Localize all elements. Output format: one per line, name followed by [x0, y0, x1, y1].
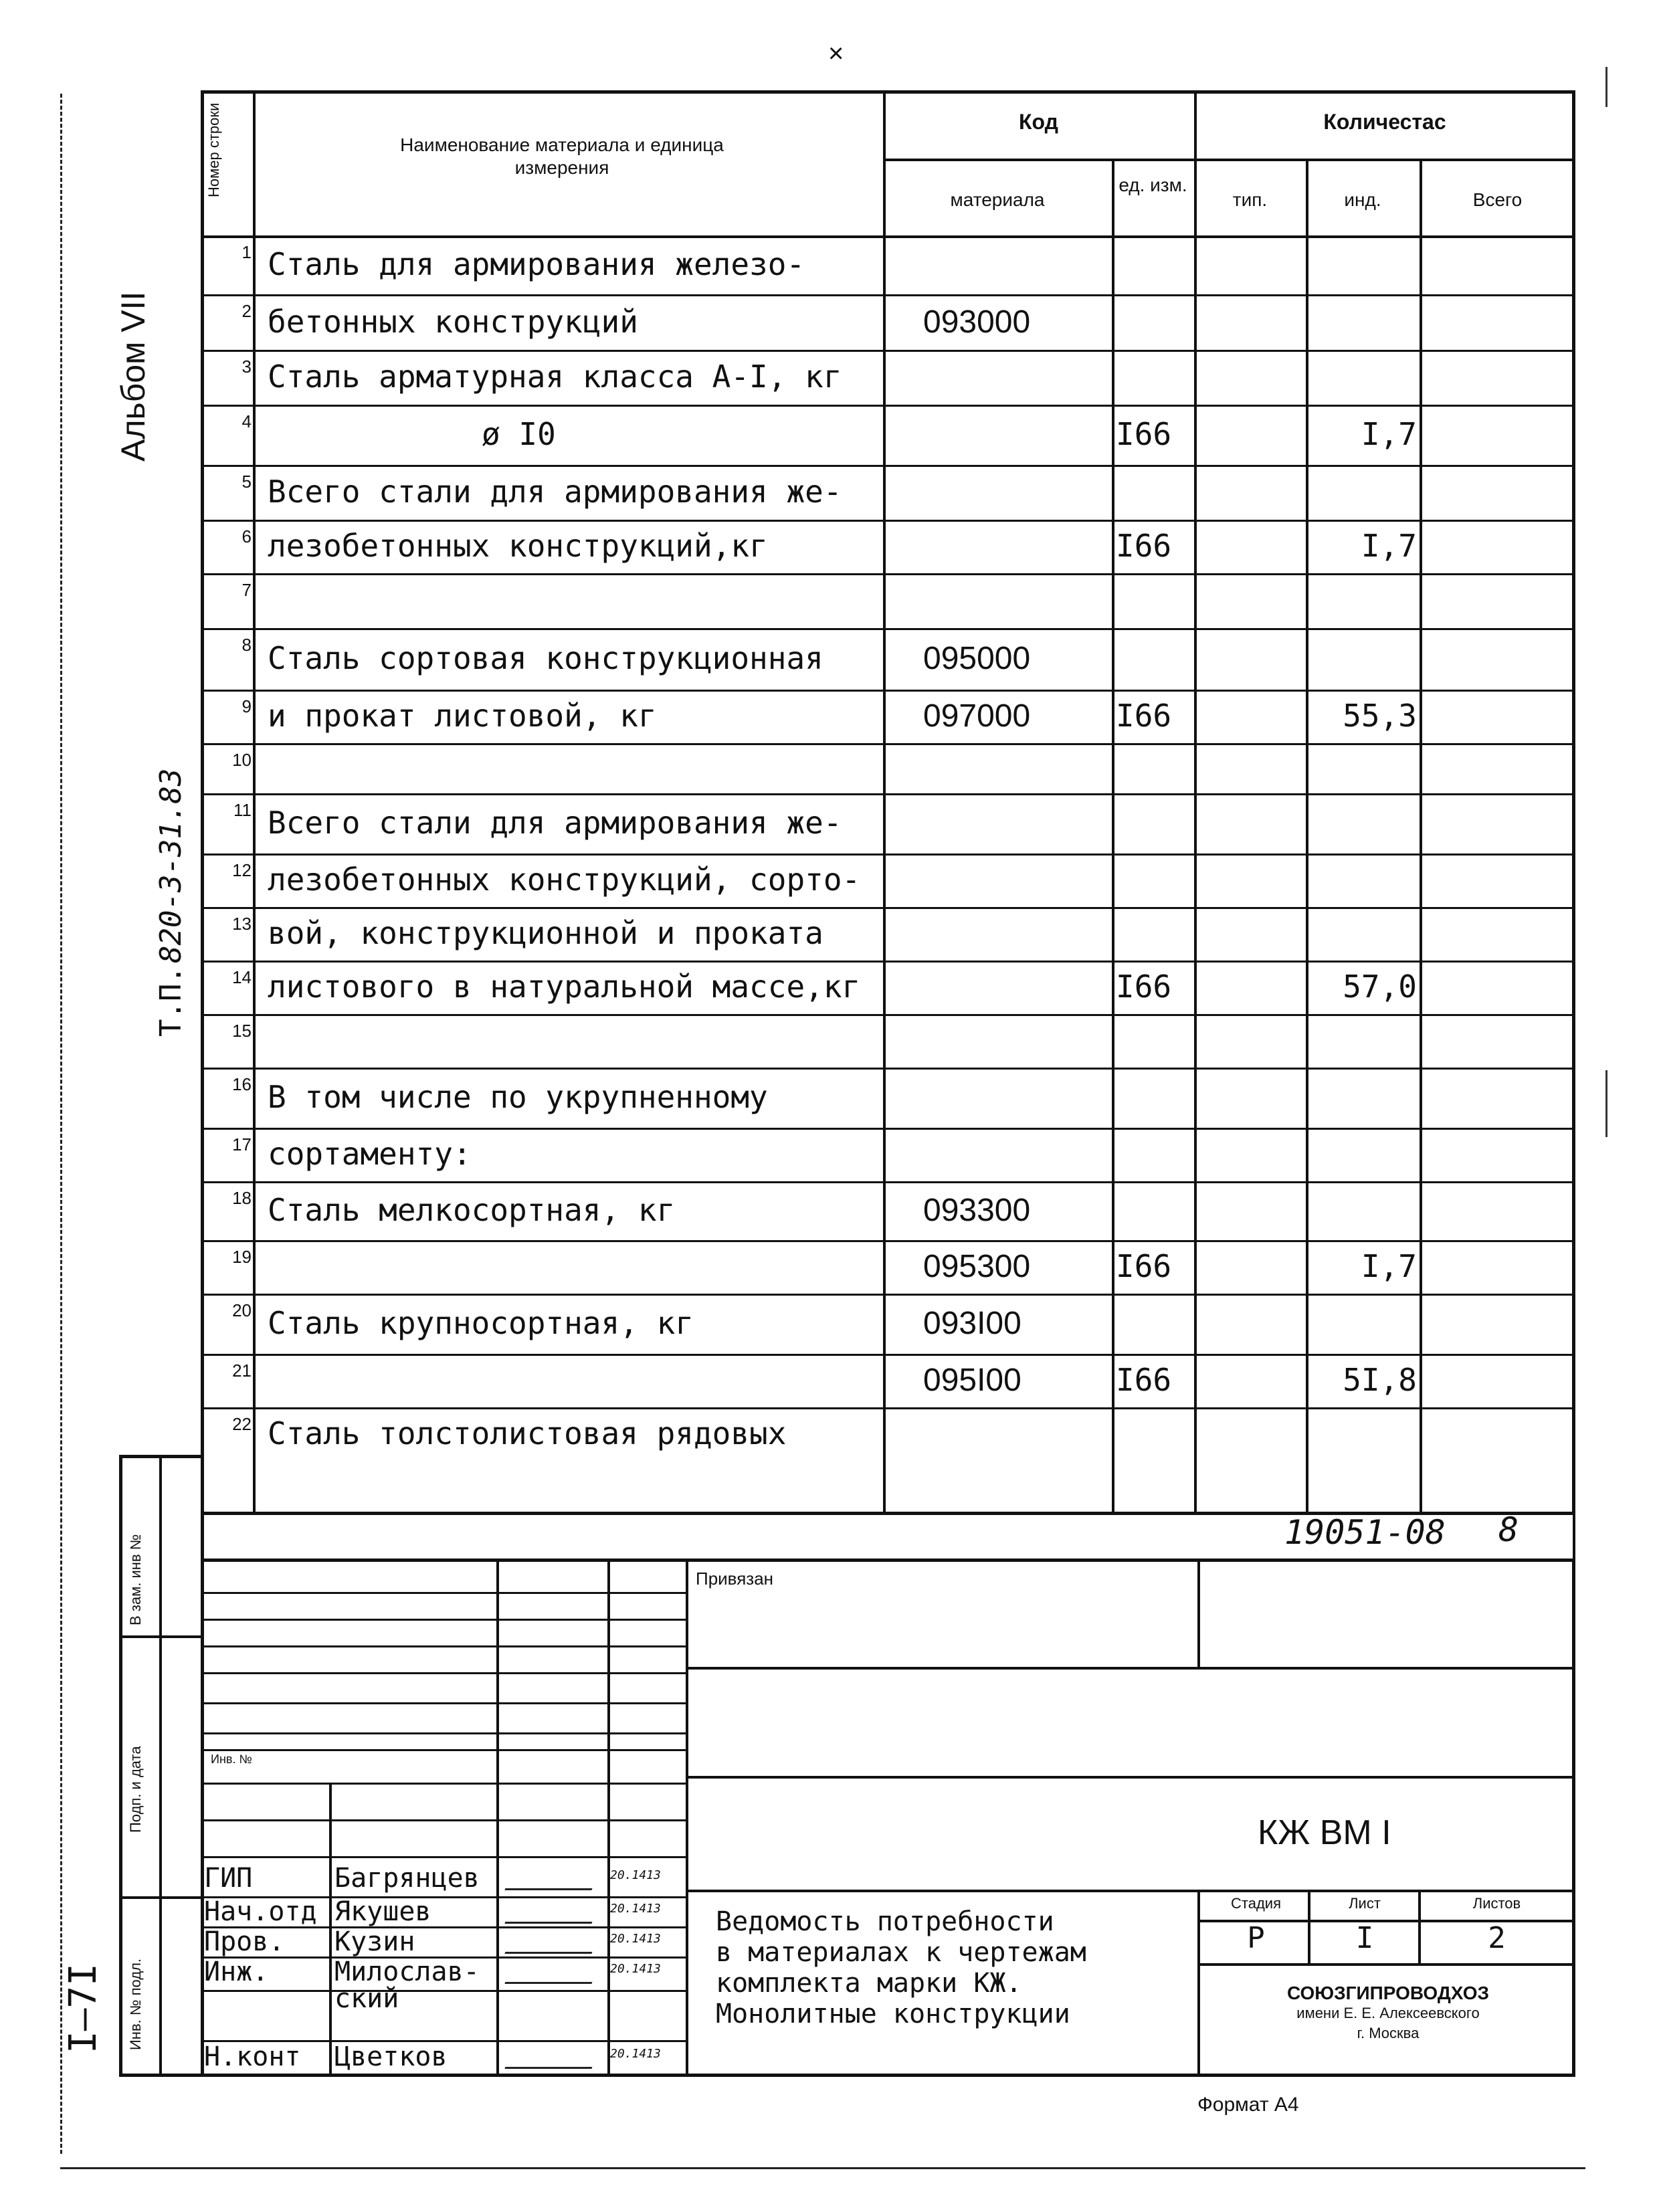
row-unit: I66 [1116, 698, 1172, 734]
row-number: 16 [232, 1074, 252, 1094]
signer-date: 20.1413 [610, 1962, 661, 1976]
row-number: 5 [241, 472, 252, 492]
row-divider [201, 1128, 1575, 1130]
row-number: 12 [232, 860, 252, 880]
sheet-mark: 8 [1498, 1510, 1519, 1549]
doc-title-line: Монолитные конструкции [716, 1999, 1070, 2029]
row-number: 21 [232, 1361, 252, 1381]
row-divider [201, 1354, 1575, 1356]
title-block-row-line [201, 1619, 686, 1621]
signature-mark [504, 2048, 599, 2069]
stage-label: Стадия [1231, 1895, 1281, 1912]
row-ind: 55,3 [1343, 698, 1417, 734]
row-name: Сталь крупносортная, кг [268, 1305, 694, 1341]
col-line-rownum [253, 90, 256, 1515]
title-block-row-line [201, 1645, 686, 1647]
doc-title-line: в материалах к чертежам [716, 1937, 1086, 1968]
tb-line [496, 1559, 499, 2077]
signer-role: Инж. [204, 1956, 269, 1987]
row-name: В том числе по укрупненному [268, 1079, 768, 1115]
title-block-row-line [201, 1749, 686, 1751]
row-number: 15 [232, 1021, 252, 1041]
privyazan-label: Привязан [696, 1569, 774, 1589]
row-number: 6 [241, 526, 252, 546]
row-number: 22 [232, 1414, 252, 1434]
org-city: г. Москва [1357, 2025, 1420, 2041]
row-number: 10 [232, 750, 252, 770]
row-name: Всего стали для армирования же- [268, 474, 842, 510]
org-sub: имени Е. Е. Алексеевского [1296, 2005, 1480, 2021]
row-name: вой, конструкционной и проката [268, 915, 823, 951]
row-divider [201, 1014, 1575, 1016]
row-name: лезобетонных конструкций, сорто- [268, 862, 861, 898]
format-label: Формат А4 [1197, 2094, 1299, 2116]
row-name: ø I0 [482, 416, 556, 452]
signer-role: Нач.отд [204, 1896, 317, 1927]
title-block-row-line [201, 1856, 686, 1858]
row-unit: I66 [1116, 416, 1172, 452]
row-name: Сталь сортовая конструкционная [268, 640, 823, 676]
tp-number: 820-3-31.83 [154, 768, 188, 963]
signature-mark [504, 1963, 599, 1984]
row-ind: I,7 [1361, 1248, 1417, 1284]
row-number: 20 [232, 1300, 252, 1320]
right-edge-mark [1605, 1070, 1607, 1137]
organization [1201, 1983, 1575, 2043]
side-stamp-divider [159, 1455, 162, 2077]
title-block-row-line [201, 1592, 686, 1594]
row-ind: 5I,8 [1343, 1362, 1417, 1398]
signer-name: Цветков [334, 2041, 448, 2072]
signer-date: 20.1413 [610, 1902, 661, 1916]
stamp-vzam-label: В зам. инв № [127, 1534, 144, 1625]
tb-line [1418, 1890, 1421, 1963]
row-divider [201, 573, 1575, 575]
row-divider [201, 793, 1575, 795]
row-number: 9 [241, 696, 252, 716]
document-number: 19051-08 [1284, 1513, 1446, 1552]
row-divider [201, 1294, 1575, 1296]
bottom-margin-line [60, 2167, 1585, 2169]
tb-line [686, 1776, 1575, 1779]
row-divider [201, 1240, 1575, 1242]
docno-right [1573, 1515, 1575, 1559]
header-line [883, 159, 1575, 161]
row-name: Сталь мелкосортная, кг [268, 1192, 676, 1228]
signer-name: Якушев [334, 1896, 431, 1927]
stage-value: Р [1247, 1921, 1265, 1955]
header-material: материала [950, 189, 1045, 210]
row-divider [201, 1181, 1575, 1183]
row-divider [201, 294, 1575, 296]
inv-label: Инв. № [211, 1752, 252, 1766]
row-divider [201, 405, 1575, 407]
header-total: Всего [1472, 189, 1523, 210]
row-number: 14 [232, 967, 252, 987]
row-unit: I66 [1116, 528, 1172, 564]
row-divider [201, 1068, 1575, 1070]
row-unit: I66 [1116, 1362, 1172, 1398]
signer-name: Милослав- [334, 1956, 480, 1987]
sheets-value: 2 [1488, 1921, 1506, 1955]
row-divider [201, 961, 1575, 963]
row-number: 2 [241, 301, 252, 321]
row-code: 097000 [923, 698, 1031, 734]
header-name: Наименование материала и единица измерения [400, 134, 724, 178]
sheet-label: Лист [1349, 1895, 1381, 1912]
row-divider [201, 520, 1575, 522]
row-code: 093300 [923, 1193, 1031, 1228]
col-line-typ [1306, 159, 1308, 1515]
tb-line [1197, 1890, 1200, 2077]
sheet-value: I [1355, 1921, 1374, 1955]
stamp-inv-label: Инв. № подл. [127, 1958, 144, 2050]
row-name: и прокат листовой, кг [268, 698, 657, 734]
header-row-no: Номер строки [205, 102, 222, 197]
header-ind: инд. [1344, 189, 1381, 210]
left-margin-line [60, 94, 62, 2154]
col-line-name [883, 90, 886, 1515]
title-block-row-line [201, 1672, 686, 1674]
row-unit: I66 [1116, 1248, 1172, 1284]
col-line-code [1194, 90, 1197, 1515]
title-block-row-line [201, 1783, 686, 1785]
title-block-row-line [201, 1990, 686, 1992]
sheets-label: Листов [1472, 1895, 1521, 1912]
row-code: 095000 [923, 641, 1031, 676]
row-number: 4 [241, 411, 252, 431]
row-divider [201, 690, 1575, 692]
page-number: I—7I [62, 1963, 105, 2053]
signer-date: 20.1413 [610, 1932, 661, 1946]
row-name: лезобетонных конструкций,кг [268, 528, 768, 564]
right-edge-mark [1605, 67, 1607, 107]
tp-label: Т.П. [154, 966, 188, 1037]
row-number: 7 [241, 580, 252, 600]
tb-line [1197, 1559, 1200, 1667]
row-number: 19 [232, 1247, 252, 1267]
page-mark: × [828, 39, 844, 68]
org-name: СОЮЗГИПРОВОДХОЗ [1286, 1983, 1490, 2003]
header-unit: ед. изм. [1118, 175, 1187, 195]
signature-mark [504, 1870, 599, 1890]
row-number: 18 [232, 1188, 252, 1208]
header-code: Код [1019, 110, 1058, 134]
row-name: бетонных конструкций [268, 303, 638, 340]
signer-name: Багрянцев [334, 1863, 480, 1894]
signer-role: Пров. [204, 1926, 285, 1957]
tb-line [1308, 1890, 1310, 1963]
signer-name: Кузин [334, 1926, 415, 1957]
row-code: 093I00 [923, 1306, 1021, 1341]
col-line-material [1112, 159, 1114, 1515]
row-number: 3 [241, 357, 252, 377]
title-block-row-line [201, 1732, 686, 1734]
row-number: 13 [232, 914, 252, 934]
row-name: Сталь для армирования железо- [268, 246, 805, 282]
row-code: 095300 [923, 1249, 1031, 1284]
row-unit: I66 [1116, 969, 1172, 1005]
tb-line [1197, 1963, 1575, 1966]
row-code: 095I00 [923, 1363, 1021, 1398]
row-divider [201, 907, 1575, 909]
col-line-ind [1420, 159, 1422, 1515]
header-typ: тип. [1232, 189, 1268, 210]
tb-line [686, 1667, 1575, 1670]
row-divider [201, 350, 1575, 352]
row-name: сортаменту: [268, 1136, 472, 1172]
row-code: 093000 [923, 304, 1031, 340]
signer-role: ГИП [204, 1863, 253, 1894]
row-divider [201, 853, 1575, 856]
row-divider [201, 628, 1575, 630]
header-qty: Количестас [1323, 110, 1446, 134]
row-ind: I,7 [1361, 416, 1417, 452]
title-code: КЖ ВМ I [1258, 1813, 1391, 1852]
header-line [201, 235, 1575, 238]
row-name: листового в натуральной массе,кг [268, 969, 861, 1005]
title-block-row-line [201, 1819, 686, 1821]
signature-mark [504, 1933, 599, 1954]
row-number: 8 [241, 635, 252, 655]
signer-date: 20.1413 [610, 1868, 661, 1882]
signer-date: 20.1413 [610, 2047, 661, 2061]
signature-mark [504, 1903, 599, 1924]
row-divider [201, 1407, 1575, 1409]
doc-title-line: Ведомость потребности [716, 1906, 1054, 1937]
row-name: Сталь арматурная класса А-I, кг [268, 359, 842, 395]
row-ind: 57,0 [1343, 969, 1417, 1005]
row-number: 17 [232, 1134, 252, 1154]
row-name: Сталь толстолистовая рядовых [268, 1415, 787, 1451]
row-divider [201, 465, 1575, 467]
tb-line [686, 1890, 1575, 1892]
row-number: 11 [233, 800, 252, 820]
tb-line [329, 1783, 332, 2077]
stamp-podp-label: Подп. и дата [127, 1746, 144, 1833]
row-number: 1 [241, 242, 252, 262]
row-name: Всего стали для армирования же- [268, 805, 842, 841]
album-label: Альбом VII [114, 291, 152, 462]
tb-line [686, 1559, 688, 2077]
title-block-row-line [201, 1702, 686, 1704]
row-ind: I,7 [1361, 528, 1417, 564]
row-divider [201, 743, 1575, 745]
doc-title [716, 1906, 1086, 2029]
tb-line [607, 1559, 610, 2077]
signer-name: ский [334, 1983, 399, 2014]
doc-title-line: комплекта марки КЖ. [716, 1968, 1022, 1999]
signer-role: Н.конт [204, 2041, 301, 2072]
